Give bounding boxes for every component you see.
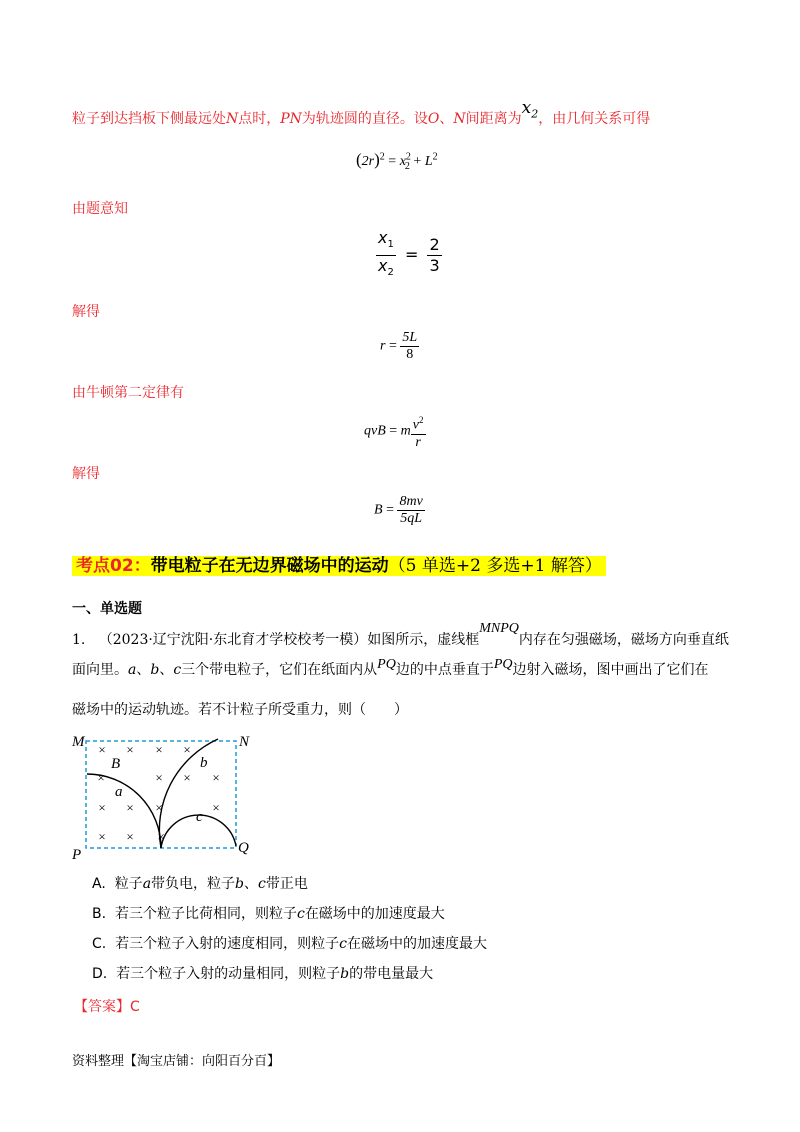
label-p: P — [72, 847, 82, 863]
label-a: a — [115, 784, 123, 800]
magnetic-field-figure — [68, 728, 268, 864]
mnpq-symbol: MNPQ — [479, 621, 519, 636]
cross-mark: × — [155, 742, 163, 757]
cross-mark: × — [212, 770, 220, 785]
cross-mark: × — [98, 829, 106, 844]
label-n: N — [239, 734, 250, 750]
cross-mark: × — [183, 742, 191, 757]
cross-mark: × — [183, 770, 191, 785]
cross-mark: × — [155, 770, 163, 785]
question-line-2: 面向里。a、b、c三个带电粒子，它们在纸面内从PQ边的中点垂直于PQ边射入磁场，图中画出了它们在 — [72, 657, 709, 678]
equation-ratio: $\frac{x_1}{x_2}$ = $\frac{2}{3}$ — [378, 228, 440, 279]
label-b-upper: B — [111, 756, 121, 772]
option-a[interactable]: A. 粒子a带负电，粒子b、c带正电 — [92, 876, 308, 892]
label-b: b — [200, 755, 208, 771]
cross-mark: × — [126, 800, 134, 815]
footer-source: 资料整理【淘宝店铺：向阳百分百】 — [72, 1054, 281, 1069]
x2-symbol: $x_2$ — [521, 98, 539, 121]
option-d[interactable]: D. 若三个粒子入射的动量相同，则粒子b的带电量最大 — [92, 966, 434, 982]
equation-geometry: $(2r)^2 = x^2_2 + L^2$ — [356, 150, 438, 172]
equation-radius: r = $\frac{5L}{8}$ — [380, 330, 418, 362]
cross-mark: × — [126, 742, 134, 757]
question-line-1: 1. （2023·辽宁沈阳·东北育才学校校考一模）如图所示，虚线框MNPQ内存在匀强磁场，磁场方向垂直纸 — [72, 621, 729, 648]
option-b[interactable]: B. 若三个粒子比荷相同，则粒子c在磁场中的加速度最大 — [92, 906, 445, 922]
answer: 【答案】C — [74, 999, 140, 1015]
cross-mark: × — [212, 800, 220, 815]
section-heading: 考点02：带电粒子在无边界磁场中的运动（5 单选+2 多选+1 解答） — [72, 554, 606, 578]
cross-mark: × — [126, 829, 134, 844]
cross-mark: × — [98, 742, 106, 757]
equation-field: B = $\frac{8mv}{5qL}$ — [374, 494, 423, 526]
label-solve-1: 解得 — [72, 304, 100, 320]
label-c: c — [196, 809, 203, 825]
label-m: M — [72, 734, 85, 750]
cross-mark: × — [97, 770, 105, 785]
label-known: 由题意知 — [72, 201, 128, 217]
question-line-3: 磁场中的运动轨迹。若不计粒子所受重力，则（ ） — [72, 702, 408, 718]
equation-newton: qvB = m $\frac{v^2}{r}$ — [364, 412, 426, 451]
cross-mark: × — [98, 800, 106, 815]
label-solve-2: 解得 — [72, 466, 100, 482]
solution-line-1: 粒子到达挡板下侧最远处N点时，PN为轨迹圆的直径。设O、N间距离为$x_2$，由几何关系可得 — [72, 98, 651, 127]
label-q: Q — [238, 840, 249, 856]
label-newton: 由牛顿第二定律有 — [72, 385, 184, 401]
cross-mark: × — [155, 800, 163, 815]
cross-mark: × — [157, 829, 165, 844]
subsection-title: 一、单选题 — [72, 601, 142, 617]
option-c[interactable]: C. 若三个粒子入射的速度相同，则粒子c在磁场中的加速度最大 — [92, 936, 487, 952]
